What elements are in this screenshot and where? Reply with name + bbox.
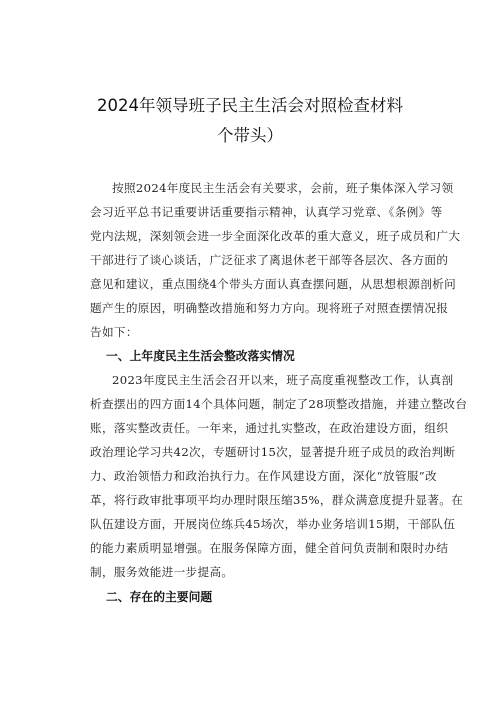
paragraph-line: 析查摆出的四方面14个具体问题，制定了28项整改措施，并建立整改台 bbox=[90, 397, 468, 411]
section-heading-2: 二、存在的主要问题 bbox=[106, 590, 213, 604]
paragraph-line: 会习近平总书记重要讲话重要指示精神，认真学习党章、《条例》等 bbox=[90, 205, 443, 219]
paragraph-line: 的能力素质明显增强。在服务保障方面，健全首问负责制和限时办结 bbox=[90, 541, 449, 555]
paragraph-line: 力、政治领悟力和政治执行力。在作风建设方面，深化“放管服”改 bbox=[90, 469, 437, 483]
paragraph-line: 干部进行了谈心谈话，广泛征求了离退休老干部等各层次、各方面的 bbox=[90, 253, 449, 267]
paragraph-line: 党内法规，深刻领会进一步全面深化改革的重大意义，班子成员和广大 bbox=[90, 229, 461, 243]
paragraph-line: 政治理论学习共42次，专题研讨15次，显著提升班子成员的政治判断 bbox=[90, 445, 456, 459]
paragraph-line: 2023年度民主生活会召开以来，班子高度重视整改工作，认真剖 bbox=[112, 373, 454, 387]
paragraph-line: 革，将行政审批事项平均办理时限压缩35%，群众满意度提升显著。在 bbox=[90, 493, 464, 507]
paragraph-line: 意见和建议，重点围绕4个带头方面认真查摆问题，从思想根源剖析问 bbox=[90, 277, 457, 291]
document-title-continuation: 个带头） bbox=[217, 126, 283, 145]
section-heading-1: 一、上年度民主生活会整改落实情况 bbox=[106, 349, 295, 363]
paragraph-line: 题产生的原因，明确整改措施和努力方向。现将班子对照查摆情况报 bbox=[90, 301, 449, 315]
paragraph-line: 按照2024年度民主生活会有关要求，会前，班子集体深入学习领 bbox=[112, 181, 454, 195]
paragraph-line: 制，服务效能进一步提高。 bbox=[90, 565, 234, 579]
paragraph-line: 告如下： bbox=[90, 325, 138, 339]
document-title: 2024年领导班子民主生活会对照检查材料 bbox=[97, 96, 403, 115]
paragraph-line: 账，落实整改责任。一年来，通过扎实整改，在政治建设方面，组织 bbox=[90, 421, 449, 435]
paragraph-line: 队伍建设方面，开展岗位练兵45场次，举办业务培训15期，干部队伍 bbox=[90, 517, 456, 531]
